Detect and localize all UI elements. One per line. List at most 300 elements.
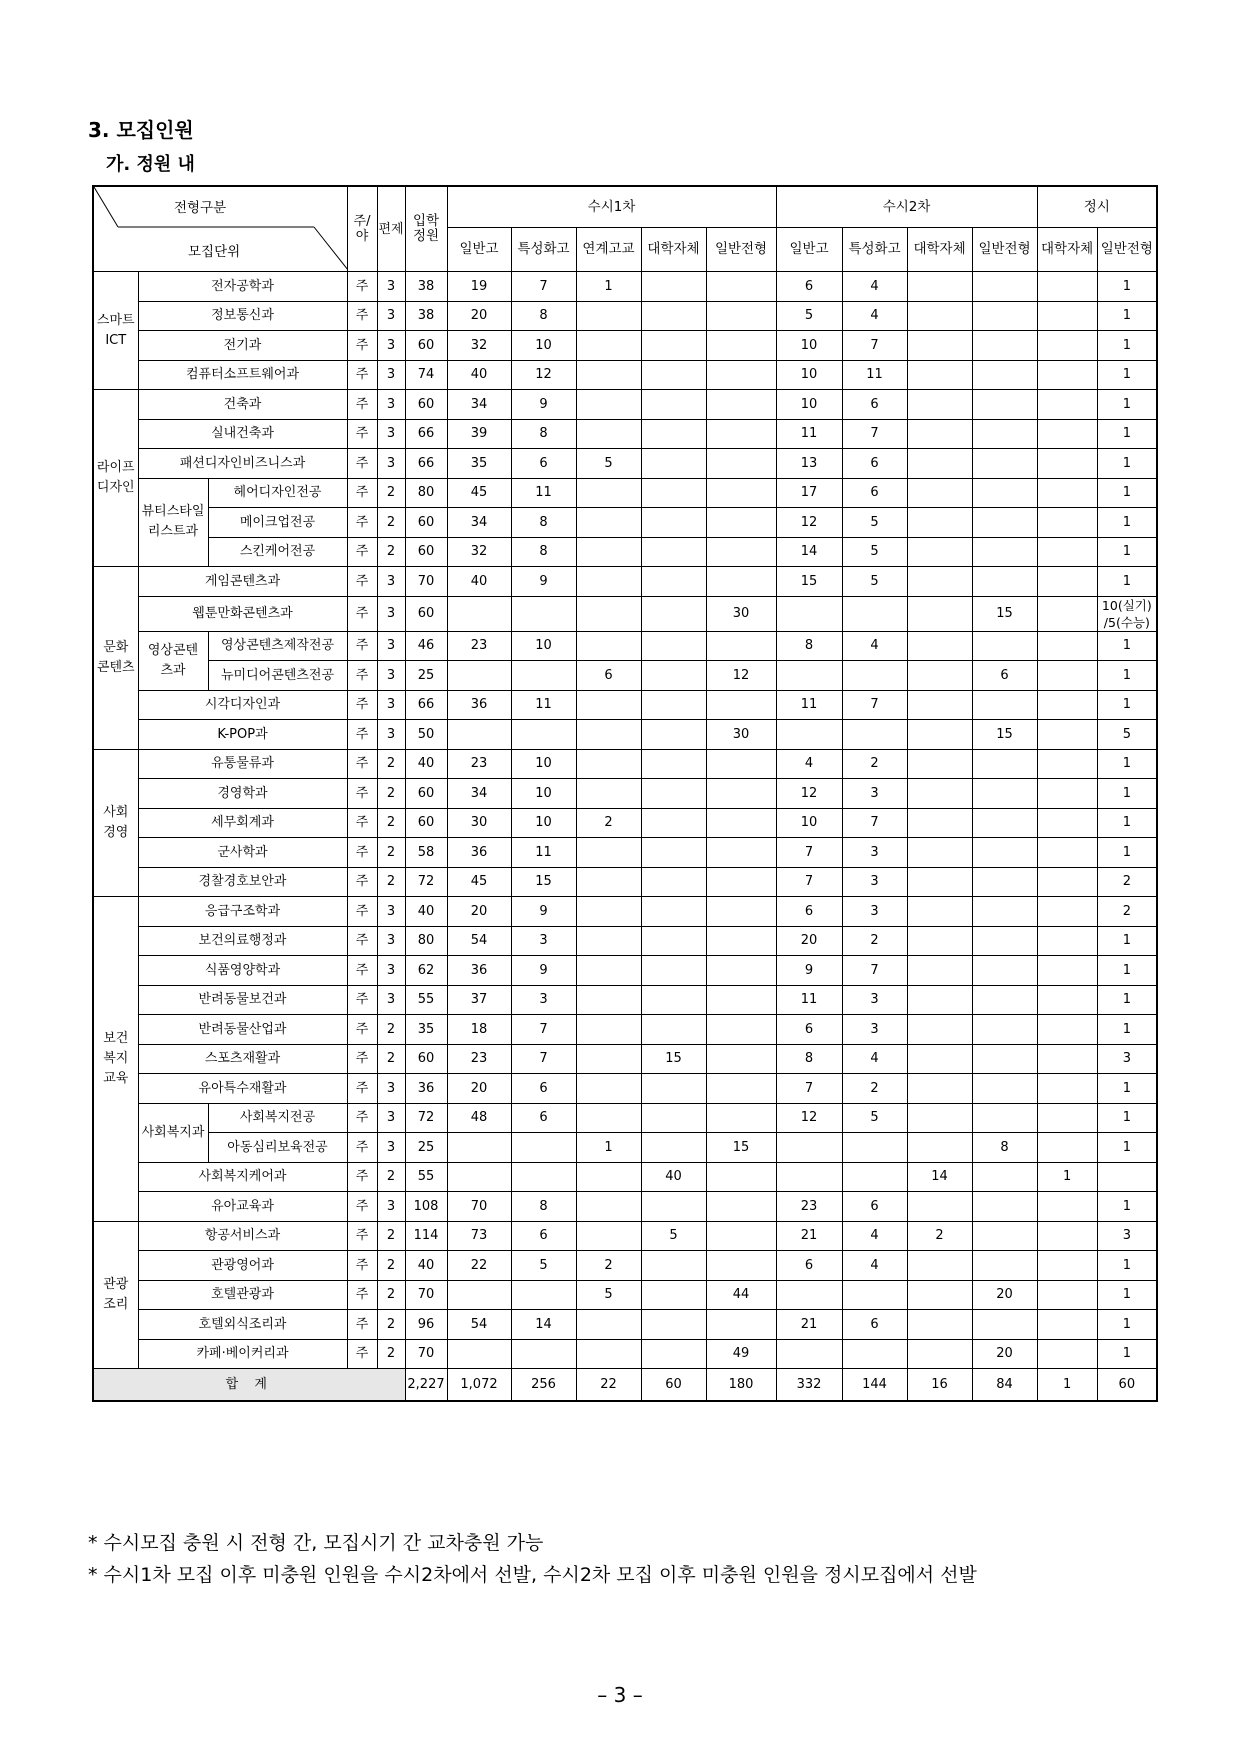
program-years: 3	[377, 1133, 405, 1163]
total-label: 합 계	[93, 1369, 405, 1402]
day-night: 주	[347, 1162, 377, 1192]
quota-value: 73	[447, 1221, 511, 1251]
quota-value	[576, 926, 641, 956]
table-row	[93, 390, 1157, 420]
quota-value	[972, 478, 1037, 508]
quota-value	[972, 897, 1037, 927]
quota-value: 18	[447, 1015, 511, 1045]
quota-value	[1037, 301, 1097, 331]
program-years: 2	[377, 749, 405, 779]
quota-value	[576, 567, 641, 597]
quota-value: 23	[447, 631, 511, 661]
quota-value	[1037, 272, 1097, 302]
program-years: 2	[377, 1015, 405, 1045]
quota-value	[576, 1339, 641, 1369]
quota-value	[447, 1162, 511, 1192]
quota-value	[972, 808, 1037, 838]
admission-quota: 46	[405, 631, 447, 661]
quota-value	[706, 779, 776, 809]
quota-value	[706, 1103, 776, 1133]
admission-quota: 72	[405, 867, 447, 897]
quota-value: 30	[706, 720, 776, 750]
admission-quota: 70	[405, 1280, 447, 1310]
quota-value	[706, 690, 776, 720]
department-name: 아동심리보육전공	[208, 1133, 347, 1163]
department-name: 게임콘텐츠과	[138, 567, 347, 597]
quota-value	[1037, 985, 1097, 1015]
header-susi1-col: 일반전형	[706, 228, 776, 272]
quota-value: 2	[1097, 897, 1157, 927]
quota-value	[972, 985, 1037, 1015]
quota-value	[907, 331, 972, 361]
quota-value	[776, 596, 842, 631]
quota-value	[641, 272, 706, 302]
quota-value	[907, 1074, 972, 1104]
quota-value	[1037, 631, 1097, 661]
quota-value: 15	[972, 596, 1037, 631]
quota-value: 40	[447, 360, 511, 390]
quota-value: 7	[776, 838, 842, 868]
quota-value	[1037, 419, 1097, 449]
quota-value	[776, 661, 842, 691]
quota-value: 1	[1097, 1192, 1157, 1222]
quota-value: 10	[776, 390, 842, 420]
quota-value: 5	[576, 1280, 641, 1310]
quota-value	[972, 779, 1037, 809]
quota-value	[907, 1103, 972, 1133]
admission-quota: 114	[405, 1221, 447, 1251]
total-value: 60	[1097, 1369, 1157, 1402]
quota-value	[907, 537, 972, 567]
quota-value	[972, 331, 1037, 361]
quota-value: 6	[776, 1015, 842, 1045]
header-day-night: 주/야	[347, 186, 377, 272]
quota-value	[706, 1310, 776, 1340]
admission-quota: 40	[405, 749, 447, 779]
quota-value	[706, 808, 776, 838]
admission-quota: 38	[405, 272, 447, 302]
quota-value	[907, 749, 972, 779]
quota-value: 8	[776, 631, 842, 661]
program-years: 2	[377, 1044, 405, 1074]
day-night: 주	[347, 808, 377, 838]
program-years: 3	[377, 360, 405, 390]
quota-value	[511, 596, 576, 631]
quota-value	[1037, 1133, 1097, 1163]
quota-value: 15	[972, 720, 1037, 750]
day-night: 주	[347, 749, 377, 779]
quota-value	[907, 567, 972, 597]
total-value: 144	[842, 1369, 907, 1402]
quota-value: 4	[842, 301, 907, 331]
quota-value	[576, 360, 641, 390]
admission-quota: 62	[405, 956, 447, 986]
quota-value: 5	[842, 1103, 907, 1133]
quota-value	[706, 1192, 776, 1222]
quota-value	[641, 331, 706, 361]
quota-value	[576, 301, 641, 331]
day-night: 주	[347, 508, 377, 538]
quota-value	[576, 956, 641, 986]
quota-value	[706, 301, 776, 331]
table-row	[93, 985, 1157, 1015]
quota-value	[907, 419, 972, 449]
quota-value	[972, 567, 1037, 597]
quota-value: 21	[776, 1221, 842, 1251]
quota-value: 1	[1097, 1074, 1157, 1104]
admission-quota: 60	[405, 596, 447, 631]
quota-value: 8	[511, 301, 576, 331]
quota-value	[576, 985, 641, 1015]
admission-quota: 60	[405, 508, 447, 538]
quota-value	[641, 449, 706, 479]
quota-value: 1	[1097, 985, 1157, 1015]
quota-value	[576, 838, 641, 868]
quota-value	[1037, 897, 1097, 927]
department-name: 식품영양학과	[138, 956, 347, 986]
total-value: 256	[511, 1369, 576, 1402]
table-row	[93, 272, 1157, 302]
quota-value: 6	[576, 661, 641, 691]
quota-value: 11	[511, 690, 576, 720]
quota-value	[972, 1310, 1037, 1340]
quota-value	[907, 631, 972, 661]
quota-value	[1037, 661, 1097, 691]
note-2: * 수시1차 모집 이후 미충원 인원을 수시2차에서 선발, 수시2차 모집 이후 미충원 인원을 정시모집에서 선발	[88, 1564, 977, 1586]
quota-value	[576, 1015, 641, 1045]
day-night: 주	[347, 926, 377, 956]
quota-value	[972, 301, 1037, 331]
day-night: 주	[347, 478, 377, 508]
total-value: 1,072	[447, 1369, 511, 1402]
department-name: 항공서비스과	[138, 1221, 347, 1251]
table-row	[93, 1251, 1157, 1281]
quota-value	[776, 1133, 842, 1163]
table-row	[93, 508, 1157, 538]
quota-value: 34	[447, 779, 511, 809]
table-row	[93, 926, 1157, 956]
program-years: 3	[377, 419, 405, 449]
quota-value: 20	[447, 897, 511, 927]
quota-value: 1	[1097, 1339, 1157, 1369]
quota-value: 23	[447, 1044, 511, 1074]
quota-value	[776, 1162, 842, 1192]
quota-value: 1	[1097, 631, 1157, 661]
quota-value	[907, 1251, 972, 1281]
admission-quota: 96	[405, 1310, 447, 1340]
quota-value	[576, 478, 641, 508]
department-name: 유아특수재활과	[138, 1074, 347, 1104]
subsection-heading: 가. 정원 내	[106, 154, 195, 175]
header-jeongsi-col: 대학자체	[1037, 228, 1097, 272]
quota-value	[641, 1103, 706, 1133]
quota-value: 7	[842, 956, 907, 986]
sub-department: 사회복지과	[138, 1103, 208, 1162]
quota-value	[706, 1251, 776, 1281]
quota-value	[447, 720, 511, 750]
department-name: 반려동물산업과	[138, 1015, 347, 1045]
day-night: 주	[347, 1280, 377, 1310]
header-quota: 입학정원	[405, 186, 447, 272]
quota-value	[972, 360, 1037, 390]
quota-value	[706, 419, 776, 449]
day-night: 주	[347, 690, 377, 720]
admission-quota-table	[92, 185, 1158, 1402]
table-row	[93, 779, 1157, 809]
table-row	[93, 596, 1157, 631]
program-years: 3	[377, 926, 405, 956]
department-name: 스포츠재활과	[138, 1044, 347, 1074]
quota-value: 1	[1097, 956, 1157, 986]
quota-value: 10	[776, 331, 842, 361]
quota-value: 1	[1037, 1162, 1097, 1192]
admission-quota: 40	[405, 897, 447, 927]
quota-value	[641, 508, 706, 538]
admission-quota: 70	[405, 567, 447, 597]
quota-value: 4	[842, 1221, 907, 1251]
quota-value: 6	[776, 272, 842, 302]
quota-value: 11	[776, 690, 842, 720]
quota-value: 1	[1097, 301, 1157, 331]
quota-value	[1037, 838, 1097, 868]
admission-quota: 60	[405, 1044, 447, 1074]
table-row	[93, 1162, 1157, 1192]
header-susi2-col: 일반고	[776, 228, 842, 272]
quota-value: 3	[1097, 1044, 1157, 1074]
quota-value: 34	[447, 508, 511, 538]
quota-value	[576, 779, 641, 809]
quota-value: 9	[511, 956, 576, 986]
quota-value: 20	[972, 1339, 1037, 1369]
quota-value	[972, 419, 1037, 449]
quota-value	[641, 1280, 706, 1310]
department-name: 호텔외식조리과	[138, 1310, 347, 1340]
table-row	[93, 867, 1157, 897]
department-name: 헤어디자인전공	[208, 478, 347, 508]
header-jeongsi: 정시	[1037, 186, 1157, 228]
quota-value	[706, 1221, 776, 1251]
quota-value	[1037, 596, 1097, 631]
total-value: 180	[706, 1369, 776, 1402]
admission-quota: 60	[405, 808, 447, 838]
quota-value	[907, 360, 972, 390]
day-night: 주	[347, 1133, 377, 1163]
quota-value: 36	[447, 690, 511, 720]
day-night: 주	[347, 1310, 377, 1340]
quota-value: 6	[842, 390, 907, 420]
program-years: 3	[377, 956, 405, 986]
program-years: 3	[377, 720, 405, 750]
program-years: 3	[377, 690, 405, 720]
quota-value	[576, 867, 641, 897]
quota-value	[576, 1103, 641, 1133]
department-name: 뉴미디어콘텐츠전공	[208, 661, 347, 691]
quota-value	[706, 897, 776, 927]
quota-value: 9	[511, 567, 576, 597]
program-years: 2	[377, 1310, 405, 1340]
quota-value	[706, 956, 776, 986]
total-quota: 2,227	[405, 1369, 447, 1402]
table-row	[93, 478, 1157, 508]
quota-value	[447, 661, 511, 691]
quota-value	[641, 985, 706, 1015]
quota-value: 20	[972, 1280, 1037, 1310]
quota-value	[641, 897, 706, 927]
header-susi1-col: 대학자체	[641, 228, 706, 272]
quota-value	[972, 508, 1037, 538]
quota-value	[842, 1280, 907, 1310]
quota-value	[907, 985, 972, 1015]
type-label: 전형구분	[174, 200, 227, 216]
quota-value	[907, 1133, 972, 1163]
quota-value	[576, 1221, 641, 1251]
quota-value	[641, 1015, 706, 1045]
quota-value: 20	[776, 926, 842, 956]
sub-department: 영상콘텐 츠과	[138, 631, 208, 690]
quota-value	[1037, 867, 1097, 897]
quota-value	[972, 838, 1037, 868]
program-years: 3	[377, 449, 405, 479]
quota-value: 10(실기) /5(수능)	[1097, 596, 1157, 631]
quota-value: 1	[1097, 1280, 1157, 1310]
table-row	[93, 690, 1157, 720]
table-row	[93, 1074, 1157, 1104]
quota-value	[1037, 360, 1097, 390]
quota-value: 6	[511, 1074, 576, 1104]
note-1: * 수시모집 충원 시 전형 간, 모집시기 간 교차충원 가능	[88, 1532, 544, 1554]
day-night: 주	[347, 867, 377, 897]
quota-value	[907, 1044, 972, 1074]
day-night: 주	[347, 567, 377, 597]
quota-value: 1	[1097, 838, 1157, 868]
table-row	[93, 1103, 1157, 1133]
quota-value	[972, 272, 1037, 302]
quota-value	[972, 537, 1037, 567]
quota-value: 36	[447, 838, 511, 868]
quota-value	[1037, 1339, 1097, 1369]
quota-value: 2	[842, 1074, 907, 1104]
quota-value	[706, 749, 776, 779]
quota-value	[576, 690, 641, 720]
quota-value: 1	[576, 272, 641, 302]
table-row	[93, 537, 1157, 567]
program-years: 2	[377, 1339, 405, 1369]
quota-value: 1	[1097, 567, 1157, 597]
quota-value: 5	[842, 508, 907, 538]
header-susi1-col: 연계고교	[576, 228, 641, 272]
quota-value	[641, 1133, 706, 1163]
quota-value	[641, 478, 706, 508]
total-value: 16	[907, 1369, 972, 1402]
quota-value	[706, 631, 776, 661]
quota-value	[1037, 1280, 1097, 1310]
quota-value: 12	[776, 508, 842, 538]
table-row	[93, 661, 1157, 691]
quota-value: 9	[511, 897, 576, 927]
quota-value: 1	[1097, 926, 1157, 956]
total-value: 60	[641, 1369, 706, 1402]
table-row	[93, 419, 1157, 449]
quota-value: 15	[511, 867, 576, 897]
table-row	[93, 808, 1157, 838]
quota-value	[511, 720, 576, 750]
day-night: 주	[347, 1221, 377, 1251]
department-name: 정보통신과	[138, 301, 347, 331]
quota-value: 3	[842, 867, 907, 897]
program-years: 2	[377, 537, 405, 567]
quota-value	[1037, 956, 1097, 986]
quota-value: 13	[776, 449, 842, 479]
quota-value	[972, 390, 1037, 420]
quota-value: 1	[1097, 449, 1157, 479]
quota-value	[842, 720, 907, 750]
total-value: 84	[972, 1369, 1037, 1402]
quota-value: 8	[511, 508, 576, 538]
quota-value: 39	[447, 419, 511, 449]
table-row	[93, 1310, 1157, 1340]
quota-value	[907, 390, 972, 420]
quota-value	[1037, 1015, 1097, 1045]
program-years: 3	[377, 567, 405, 597]
quota-value	[776, 1280, 842, 1310]
quota-value	[1037, 1044, 1097, 1074]
quota-value	[706, 478, 776, 508]
day-night: 주	[347, 449, 377, 479]
quota-value: 44	[706, 1280, 776, 1310]
quota-value	[576, 537, 641, 567]
day-night: 주	[347, 1015, 377, 1045]
quota-value: 8	[511, 1192, 576, 1222]
quota-value: 7	[776, 867, 842, 897]
table-row	[93, 1339, 1157, 1369]
quota-value	[842, 1339, 907, 1369]
quota-value	[1037, 808, 1097, 838]
department-name: 전자공학과	[138, 272, 347, 302]
quota-value: 5	[576, 449, 641, 479]
quota-value	[1037, 1310, 1097, 1340]
admission-quota: 25	[405, 1133, 447, 1163]
group-name: 라이프 디자인	[93, 390, 138, 567]
table-row	[93, 749, 1157, 779]
table-row	[93, 1133, 1157, 1163]
quota-value	[576, 720, 641, 750]
quota-value	[842, 596, 907, 631]
table-row	[93, 897, 1157, 927]
quota-value	[641, 596, 706, 631]
quota-value	[641, 537, 706, 567]
program-years: 2	[377, 808, 405, 838]
quota-value	[972, 1103, 1037, 1133]
quota-value	[576, 749, 641, 779]
quota-value	[1037, 926, 1097, 956]
day-night: 주	[347, 897, 377, 927]
program-years: 3	[377, 331, 405, 361]
quota-value: 5	[842, 567, 907, 597]
quota-value: 8	[511, 537, 576, 567]
header-susi2: 수시2차	[776, 186, 1037, 228]
quota-value: 6	[842, 1192, 907, 1222]
quota-value: 3	[842, 838, 907, 868]
quota-value: 2	[842, 749, 907, 779]
day-night: 주	[347, 272, 377, 302]
quota-value: 15	[776, 567, 842, 597]
quota-value	[972, 1074, 1037, 1104]
quota-value: 7	[511, 1044, 576, 1074]
table-row	[93, 1192, 1157, 1222]
quota-value: 1	[1097, 749, 1157, 779]
table-row	[93, 1044, 1157, 1074]
quota-value	[907, 808, 972, 838]
